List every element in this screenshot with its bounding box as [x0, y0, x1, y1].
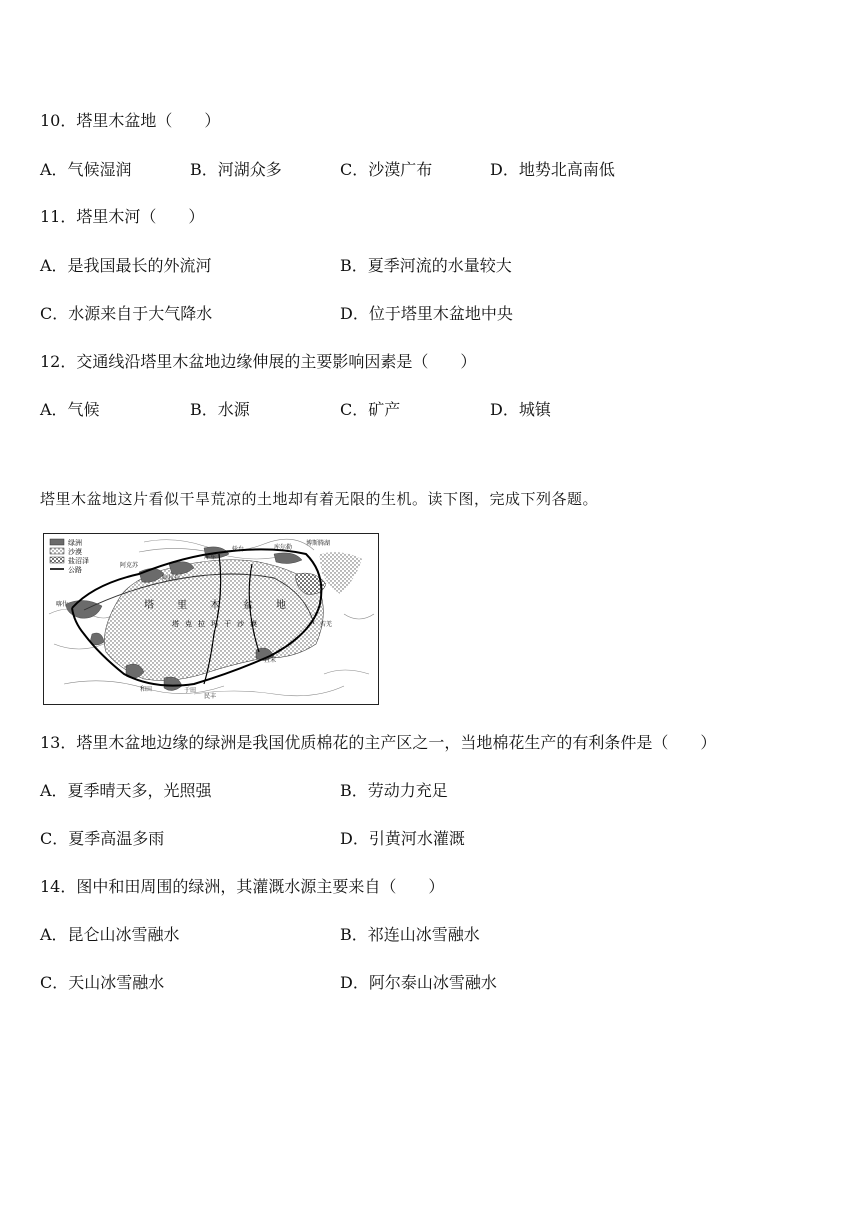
question-11-stem: 11．塔里木河（ ） [40, 207, 205, 226]
question-14-stem: 14．图中和田周围的绿洲，其灌溉水源主要来自（ ） [40, 877, 445, 896]
q14-option-b: B．祁连山冰雪融水 [340, 925, 480, 944]
svg-text:阿克苏: 阿克苏 [120, 562, 139, 569]
svg-text:库车: 库车 [204, 554, 217, 561]
legend-road: 公路 [68, 566, 82, 574]
q13-option-d: D．引黄河水灌溉 [340, 829, 465, 848]
svg-text:若羌: 若羌 [320, 621, 333, 628]
q10-option-b: B．河湖众多 [190, 160, 282, 179]
q11-option-d: D．位于塔里木盆地中央 [340, 304, 513, 323]
legend-desert: 沙漠 [68, 548, 82, 556]
svg-text:于田: 于田 [184, 687, 197, 694]
q12-option-d: D．城镇 [490, 400, 551, 419]
svg-text:轮台: 轮台 [232, 546, 245, 553]
q12-option-c: C．矿产 [340, 400, 401, 419]
question-13-stem: 13．塔里木盆地边缘的绿洲是我国优质棉花的主产区之一，当地棉花生产的有利条件是（ ） [40, 733, 717, 752]
q11-option-a: A．是我国最长的外流河 [40, 256, 212, 275]
q13-option-c: C．夏季高温多雨 [40, 829, 165, 848]
svg-text:库尔勒: 库尔勒 [274, 544, 293, 551]
q11-option-c: C．水源来自于大气降水 [40, 304, 213, 323]
q12-option-a: A．气候 [40, 400, 100, 419]
reading-passage: 塔里木盆地这片看似干旱荒凉的土地却有着无限的生机。读下图，完成下列各题。 [40, 490, 599, 508]
q12-option-b: B．水源 [190, 400, 250, 419]
legend-salt-marsh: 盐沼泽 [68, 557, 89, 565]
svg-text:地: 地 [276, 600, 286, 611]
svg-text:博斯腾湖: 博斯腾湖 [306, 540, 331, 547]
q10-option-d: D．地势北高南低 [490, 160, 615, 179]
q10-option-c: C．沙漠广布 [340, 160, 433, 179]
svg-text:阿拉尔: 阿拉尔 [162, 575, 181, 582]
desert-name: 塔克拉玛干沙漠 [172, 620, 263, 628]
question-12-stem: 12．交通线沿塔里木盆地边缘伸展的主要影响因素是（ ） [40, 352, 477, 371]
legend-oasis: 绿洲 [68, 539, 82, 547]
svg-text:里: 里 [177, 600, 187, 611]
desert-east [319, 552, 362, 594]
q11-option-b: B．夏季河流的水量较大 [340, 256, 512, 275]
q13-option-a: A．夏季晴天多，光照强 [40, 781, 212, 800]
svg-text:木: 木 [210, 600, 220, 611]
svg-text:和田: 和田 [140, 686, 153, 693]
q14-option-d: D．阿尔泰山冰雪融水 [340, 973, 497, 992]
q14-option-a: A．昆仑山冰雪融水 [40, 925, 180, 944]
q10-option-a: A．气候湿润 [40, 160, 132, 179]
q13-option-b: B．劳动力充足 [340, 781, 448, 800]
svg-text:民丰: 民丰 [204, 693, 217, 700]
q14-option-c: C．天山冰雪融水 [40, 973, 165, 992]
svg-text:且末: 且末 [264, 657, 277, 664]
svg-text:喀什: 喀什 [56, 601, 69, 608]
question-10-stem: 10．塔里木盆地（ ） [40, 111, 221, 130]
map-legend [50, 538, 89, 574]
svg-text:盆: 盆 [243, 600, 253, 611]
svg-text:塔: 塔 [144, 600, 154, 611]
tarim-basin-map [43, 533, 379, 705]
